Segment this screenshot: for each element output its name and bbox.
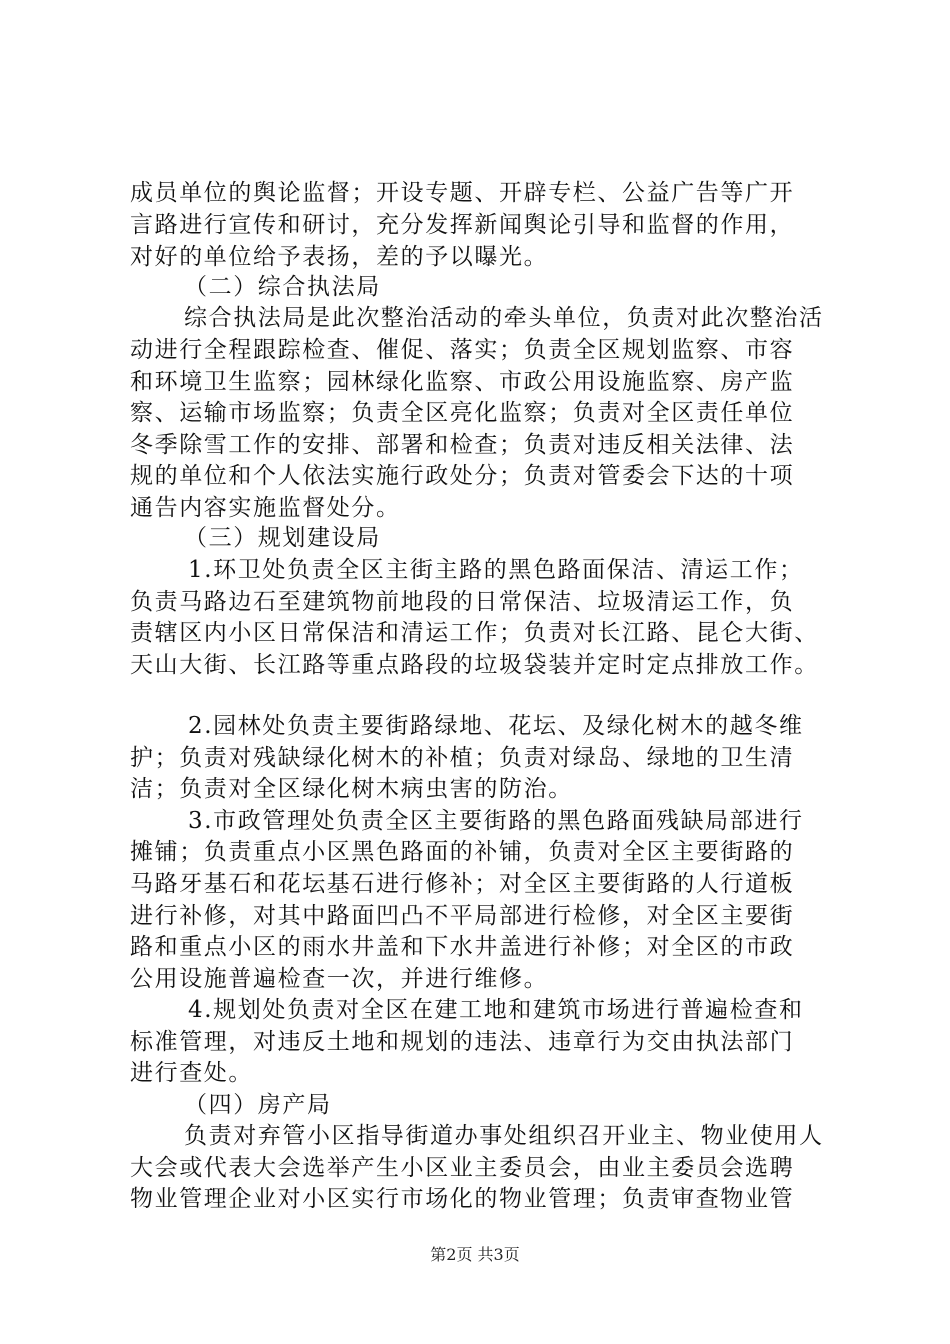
section-heading: （二）综合执法局 [184, 274, 381, 300]
text-line: 负责对弃管小区指导街道办事处组织召开业主、物业使用人 [184, 1123, 824, 1149]
text-line: 2.园林处负责主要街路绿地、花坛、及绿化树木的越冬维 [188, 713, 804, 739]
text-line: 3.市政管理处负责全区主要街路的黑色路面残缺局部进行 [188, 808, 804, 834]
text-line: 动进行全程跟踪检查、催促、落实；负责全区规划监察、市容 [130, 337, 795, 363]
page-number-footer: 第2页 共3页 [430, 1245, 520, 1264]
text-line: 1.环卫处负责全区主街主路的黑色路面保洁、清运工作； [188, 557, 804, 583]
text-line: 进行查处。 [130, 1060, 253, 1086]
text-line: 对好的单位给予表扬，差的予以曝光。 [130, 244, 549, 270]
section-heading: （四）房产局 [184, 1092, 332, 1118]
text-line: 公用设施普遍检查一次，并进行维修。 [130, 966, 549, 992]
text-line: 标准管理，对违反土地和规划的违法、违章行为交由执法部门 [130, 1029, 795, 1055]
text-line: 天山大街、长江路等重点路段的垃圾袋装并定时定点排放工作。 [130, 652, 819, 678]
text-line: 护；负责对残缺绿化树木的补植；负责对绿岛、绿地的卫生清 [130, 745, 795, 771]
text-line: 4.规划处负责对全区在建工地和建筑市场进行普遍检查和 [188, 997, 804, 1023]
text-line: 言路进行宣传和研讨，充分发挥新闻舆论引导和监督的作用， [130, 212, 795, 238]
text-line: 和环境卫生监察；园林绿化监察、市政公用设施监察、房产监 [130, 369, 795, 395]
text-line: 进行补修，对其中路面凹凸不平局部进行检修，对全区主要街 [130, 903, 795, 929]
text-line: 察、运输市场监察；负责全区亮化监察；负责对全区责任单位 [130, 400, 795, 426]
text-line: 规的单位和个人依法实施行政处分；负责对管委会下达的十项 [130, 463, 795, 489]
text-line: 摊铺；负责重点小区黑色路面的补铺，负责对全区主要街路的 [130, 839, 795, 865]
text-line: 物业管理企业对小区实行市场化的物业管理；负责审查物业管 [130, 1186, 795, 1212]
text-line: 大会或代表大会选举产生小区业主委员会，由业主委员会选聘 [130, 1155, 795, 1181]
text-line: 责辖区内小区日常保洁和清运工作；负责对长江路、昆仑大街、 [130, 620, 819, 646]
text-line: 负责马路边石至建筑物前地段的日常保洁、垃圾清运工作，负 [130, 589, 795, 615]
text-line: 洁；负责对全区绿化树木病虫害的防治。 [130, 776, 573, 802]
section-heading: （三）规划建设局 [184, 525, 381, 551]
text-line: 综合执法局是此次整治活动的牵头单位，负责对此次整治活 [184, 305, 824, 331]
text-line: 冬季除雪工作的安排、部署和检查；负责对违反相关法律、法 [130, 432, 795, 458]
text-line: 通告内容实施监督处分。 [130, 495, 401, 521]
text-line: 路和重点小区的雨水井盖和下水井盖进行补修；对全区的市政 [130, 934, 795, 960]
text-line: 成员单位的舆论监督；开设专题、开辟专栏、公益广告等广开 [130, 180, 795, 206]
text-line: 马路牙基石和花坛基石进行修补；对全区主要街路的人行道板 [130, 871, 795, 897]
